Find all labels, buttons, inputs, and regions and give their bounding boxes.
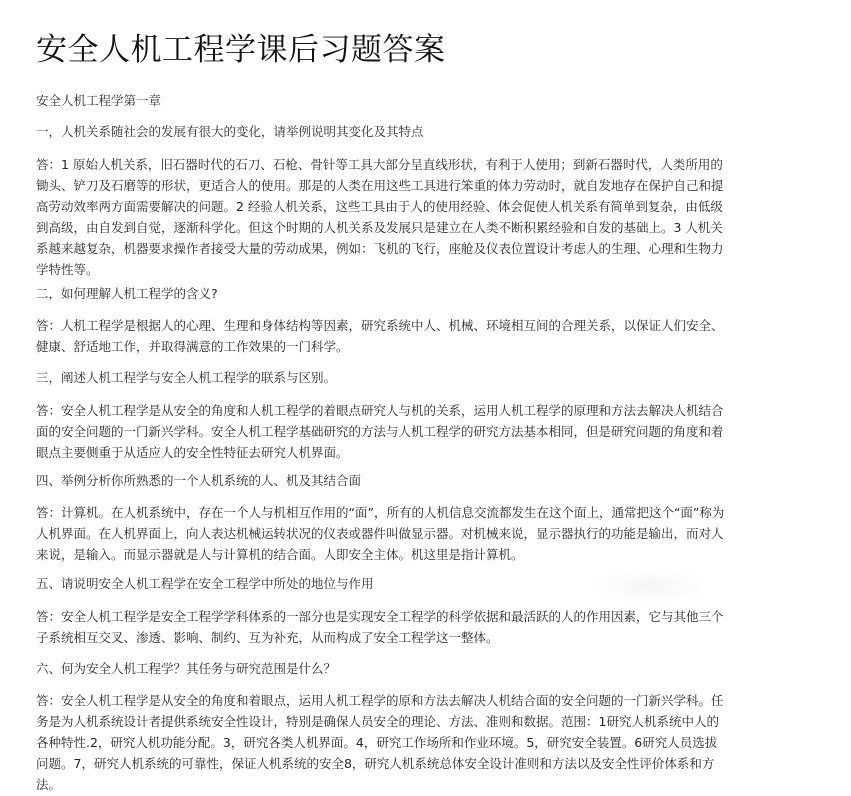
answer-2 xyxy=(36,315,831,357)
chapter-heading: 安全人机工程学第一章 xyxy=(36,93,162,108)
answer-line: 答：安全人机工程学是安全工程学学科体系的一部分也是实现安全工程学的科学依据和最活跃的人的作用因素，它与其他三个 xyxy=(36,609,724,624)
answer-line: 面的安全问题的一门新兴学科。安全人机工程学基础研究的方法与人机工程学的研究方法基本相同，但是研究问题的角度和着 xyxy=(36,424,724,439)
answer-line: 答：安全人机工程学是从安全的角度和人机工程学的着眼点研究人与机的关系，运用人机工程学的原理和方法去解决人机结合 xyxy=(36,403,724,418)
answer-line: 法。 xyxy=(36,777,62,792)
document-title: 安全人机工程学课后习题答案 xyxy=(36,32,446,68)
answer-4 xyxy=(36,502,831,565)
answer-line: 问题。7，研究人机系统的可靠性，保证人机系统的安全8，研究人机系统总体安全设计准则和方法以及安全性评价体系和方 xyxy=(36,756,715,771)
question-6: 六、何为安全人机工程学？其任务与研究范围是什么？ xyxy=(36,661,337,676)
answer-1 xyxy=(36,154,831,280)
answer-line: 答：1 原始人机关系，旧石器时代的石刀、石枪、骨针等工具大部分呈直线形状，有利于人使用；到新石器时代，人类所用的 xyxy=(36,157,723,172)
answer-line: 锄头、铲刀及石磨等的形状，更适合人的使用。那是的人类在用这些工具进行笨重的体力劳动时，就自发地存在保护自己和提 xyxy=(36,178,724,193)
scan-smudge xyxy=(590,568,710,604)
question-3: 三，阐述人机工程学与安全人机工程学的联系与区别。 xyxy=(36,370,337,385)
answer-line: 到高级，由自发到自觉，逐渐科学化。但这个时期的人机关系及发展只是建立在人类不断积累经验和自发的基础上。3 人机关 xyxy=(36,220,723,235)
answer-line: 人机界面。在人机界面上，向人表达机械运转状况的仪表或器件叫做显示器。对机械来说，显示器执行的功能是输出，而对人 xyxy=(36,526,724,541)
answer-line: 眼点主要侧重于从适应人的安全性特征去研究人机界面。 xyxy=(36,445,349,460)
answer-line: 答：人机工程学是根据人的心理、生理和身体结构等因素，研究系统中人、机械、环境相互间的合理关系，以保证人们安全、 xyxy=(36,318,724,333)
question-5: 五、请说明安全人机工程学在安全工程学中所处的地位与作用 xyxy=(36,576,374,591)
answer-5 xyxy=(36,606,831,648)
answer-line: 高劳动效率两方面需要解决的问题。2 经验人机关系，这些工具由于人的使用经验、体会促使人机关系有简单到复杂，由低级 xyxy=(36,199,723,214)
answer-line: 健康、舒适地工作，并取得满意的工作效果的一门科学。 xyxy=(36,339,349,354)
answer-line: 答：安全人机工程学是从安全的角度和着眼点，运用人机工程学的原和方法去解决人机结合面的安全问题的一门新兴学科。任 xyxy=(36,693,724,708)
answer-line: 学特性等。 xyxy=(36,262,99,277)
answer-line: 系越来越复杂，机器要求操作者接受大量的劳动成果，例如：飞机的飞行，座舱及仪表位置设计考虑人的生理、心理和生物力 xyxy=(36,241,724,256)
answer-line: 子系统相互交叉、渗透、影响、制约、互为补充，从而构成了安全工程学这一整体。 xyxy=(36,630,499,645)
answer-line: 答：计算机。在人机系统中，存在一个人与机相互作用的“面”，所有的人机信息交流都发生在这个面上，通常把这个“面”称为 xyxy=(36,505,725,520)
answer-3 xyxy=(36,400,831,463)
answer-line: 来说，是输入。而显示器就是人与计算机的结合面。人即安全主体。机这里是指计算机。 xyxy=(36,547,524,562)
answer-6 xyxy=(36,690,831,795)
question-4: 四、举例分析你所熟悉的一个人机系统的人、机及其结合面 xyxy=(36,473,362,488)
question-1: 一，人机关系随社会的发展有很大的变化，请举例说明其变化及其特点 xyxy=(36,124,424,139)
answer-line: 各种特性.2，研究人机功能分配。3，研究各类人机界面。4，研究工作场所和作业环境。5，研究安全装置。6研究人员选拔 xyxy=(36,735,718,750)
question-2: 二，如何理解人机工程学的含义? xyxy=(36,286,218,301)
answer-line: 务是为人机系统设计者提供系统安全性设计，特别是确保人员安全的理论、方法、准则和数据。范围：1研究人机系统中人的 xyxy=(36,714,719,729)
